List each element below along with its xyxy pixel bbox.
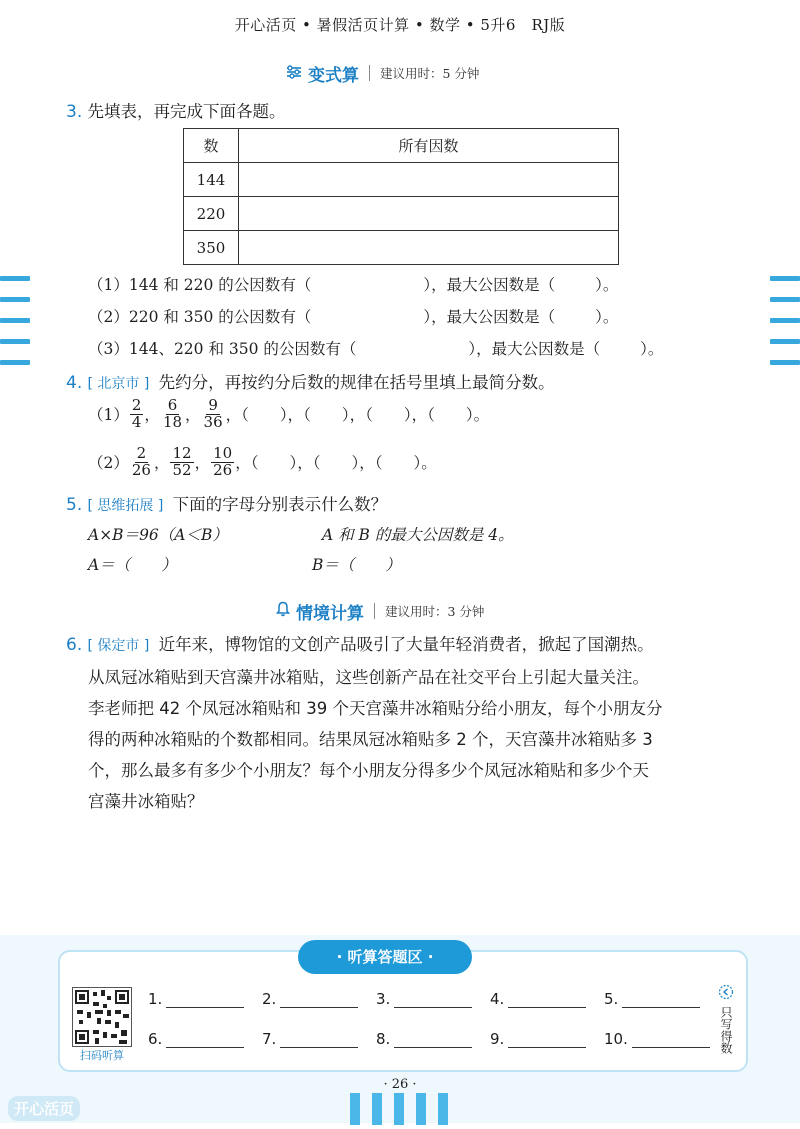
answer-item-2[interactable] [262,990,358,1008]
numerator: 2 [136,444,147,462]
left-edge-stripes [0,276,30,381]
answer-blanks[interactable]: ，（ ），（ ），（ ），（ ）。 [225,406,490,425]
comma: ， [185,406,201,425]
denominator: 18 [162,412,183,431]
fraction [170,446,193,479]
answer-item-8[interactable] [376,1030,472,1048]
q5-answer-a[interactable]: A＝（ ） [88,556,177,574]
question-4 [66,369,555,393]
numbers-only-label [716,984,736,1054]
answer-blank[interactable] [166,1031,244,1048]
denominator: 26 [213,460,233,479]
numerator: 2 [131,396,142,414]
denominator: 26 [131,460,151,479]
comma: ， [144,406,160,425]
numerator: 9 [208,396,218,414]
question-number: 4. [66,373,83,393]
q5-condition-2: A 和 B 的最大公因数是 4。 [322,526,514,544]
answer-blank[interactable] [280,991,358,1008]
numerator: 12 [172,444,192,462]
divider [374,603,375,619]
answer-blank[interactable] [508,1031,586,1048]
comma: ， [153,454,170,473]
comma: ， [194,454,211,473]
table-header-row [184,129,619,163]
paragraph-line: 从凤冠冰箱贴到天宫藻井冰箱贴，这些创新产品在社交平台上引起大量关注。 [88,668,649,687]
q5-condition-1: A×B＝96（A＜B） [88,526,228,544]
fraction [130,446,153,479]
sub-label: （1） [88,406,129,425]
table-row [184,197,619,231]
answer-number: 9. [490,1030,505,1048]
question-5 [66,491,387,515]
sub-text: ）。 [595,308,619,326]
factors-table [183,128,619,265]
fraction [202,398,225,431]
q4-row-1 [88,398,489,431]
answer-blank[interactable] [508,991,586,1008]
region-tag: [ 北京市 ] [87,376,150,392]
page-number: · 26 · [383,1077,417,1092]
table-cell: 350 [184,231,239,265]
paragraph-line: 李老师把 42 个凤冠冰箱贴和 39 个天宫藻井冰箱贴分给小朋友，每个小朋友分 [88,699,663,718]
answer-number: 8. [376,1030,391,1048]
paragraph-line: 宫藻井冰箱贴？ [88,792,204,811]
table-header: 数 [184,129,239,163]
sub-text: ），最大公因数是（ [468,340,601,358]
side-label-text: 只写得数 [719,1006,733,1054]
section-time: 建议用时：3 分钟 [385,604,485,619]
answer-blanks[interactable]: ，（ ），（ ），（ ）。 [235,454,437,473]
sub-text: ），最大公因数是（ [423,308,556,326]
answer-item-3[interactable] [376,990,472,1008]
question-6 [66,629,746,817]
q3-sub-3 [88,337,663,359]
answer-item-10[interactable] [604,1030,710,1048]
paragraph-line: 得的两种冰箱贴的个数都相同。结果凤冠冰箱贴多 2 个，天宫藻井冰箱贴多 3 [88,730,653,749]
denominator: 4 [131,412,142,431]
answer-number: 5. [604,990,619,1008]
table-header: 所有因数 [239,129,619,163]
q5-answer-b[interactable]: B＝（ ） [312,556,401,574]
answer-blank[interactable] [632,1031,710,1048]
denominator: 36 [203,412,223,431]
answer-item-5[interactable] [604,990,700,1008]
sub-text: ）。 [595,276,619,294]
answer-blank[interactable] [622,991,700,1008]
table-cell-answer[interactable] [239,197,619,231]
answer-number: 1. [148,990,163,1008]
sub-text: （3）144、220 和 350 的公因数有（ [88,340,357,358]
answer-number: 3. [376,990,391,1008]
answer-blank[interactable] [394,1031,472,1048]
denominator: 52 [172,460,192,479]
paragraph-line [66,629,746,662]
sub-text: （1）144 和 220 的公因数有（ [88,276,312,294]
fraction [211,446,234,479]
sub-label: （2） [88,454,129,473]
sub-text: ）。 [640,340,664,358]
question-number: 5. [66,495,83,515]
answer-number: 7. [262,1030,277,1048]
right-edge-stripes [770,276,800,381]
question-number: 3. [66,102,83,122]
question-text: 先填表，再完成下面各题。 [87,102,286,121]
q3-sub-2 [88,305,618,327]
bottom-stripes [350,1093,460,1129]
bell-icon [276,601,290,621]
section-time: 建议用时：5 分钟 [380,66,480,81]
sub-text: （2）220 和 350 的公因数有（ [88,308,312,326]
question-number: 6. [66,635,83,655]
section-heading-variant [286,60,479,86]
question-3 [66,98,285,122]
table-cell: 144 [184,163,239,197]
table-row [184,231,619,265]
topic-tag: [ 思维拓展 ] [87,498,164,514]
answer-item-4[interactable] [490,990,586,1008]
answer-area-title: · 听算答题区 · [298,940,472,974]
fraction [130,398,144,431]
answer-number: 2. [262,990,277,1008]
section-heading-context [276,598,484,624]
table-cell-answer[interactable] [239,231,619,265]
table-cell-answer[interactable] [239,163,619,197]
region-tag: [ 保定市 ] [87,638,150,654]
q4-row-2 [88,446,437,479]
table-row [184,163,619,197]
numerator: 10 [213,444,233,462]
question-text: 下面的字母分别表示什么数？ [172,495,388,514]
sub-text: ），最大公因数是（ [423,276,556,294]
answer-number: 10. [604,1030,628,1048]
answer-number: 6. [148,1030,163,1048]
numerator: 6 [167,396,178,414]
footer-logo: 开心活页 [8,1096,80,1121]
answer-item-7[interactable] [262,1030,358,1048]
divider [369,65,370,81]
page-header: 开心活页 • 暑假活页计算 • 数学 • 5升6 RJ版 [234,16,566,34]
sliders-icon [286,64,302,83]
paragraph-line: 个，那么最多有多少个小朋友？每个小朋友分得多少个凤冠冰箱贴和多少个天 [88,761,649,780]
answer-blank[interactable] [394,991,472,1008]
answer-item-9[interactable] [490,1030,586,1048]
table-cell: 220 [184,197,239,231]
answer-blank[interactable] [280,1031,358,1048]
fraction [161,398,184,431]
speaker-icon [716,984,736,1004]
answer-item-1[interactable] [148,990,244,1008]
qr-code-icon[interactable] [72,987,132,1047]
answer-item-6[interactable] [148,1030,244,1048]
answer-blank[interactable] [166,991,244,1008]
answer-number: 4. [490,990,505,1008]
question-text: 先约分，再按约分后数的规律在括号里填上最简分数。 [158,373,555,392]
qr-label: 扫码听算 [80,1049,124,1062]
section-title: 变式算 [308,65,359,86]
q3-sub-1 [88,273,618,295]
section-title: 情境计算 [296,603,364,624]
paragraph-text: 近年来，博物馆的文创产品吸引了大量年轻消费者，掀起了国潮热。 [158,635,654,654]
